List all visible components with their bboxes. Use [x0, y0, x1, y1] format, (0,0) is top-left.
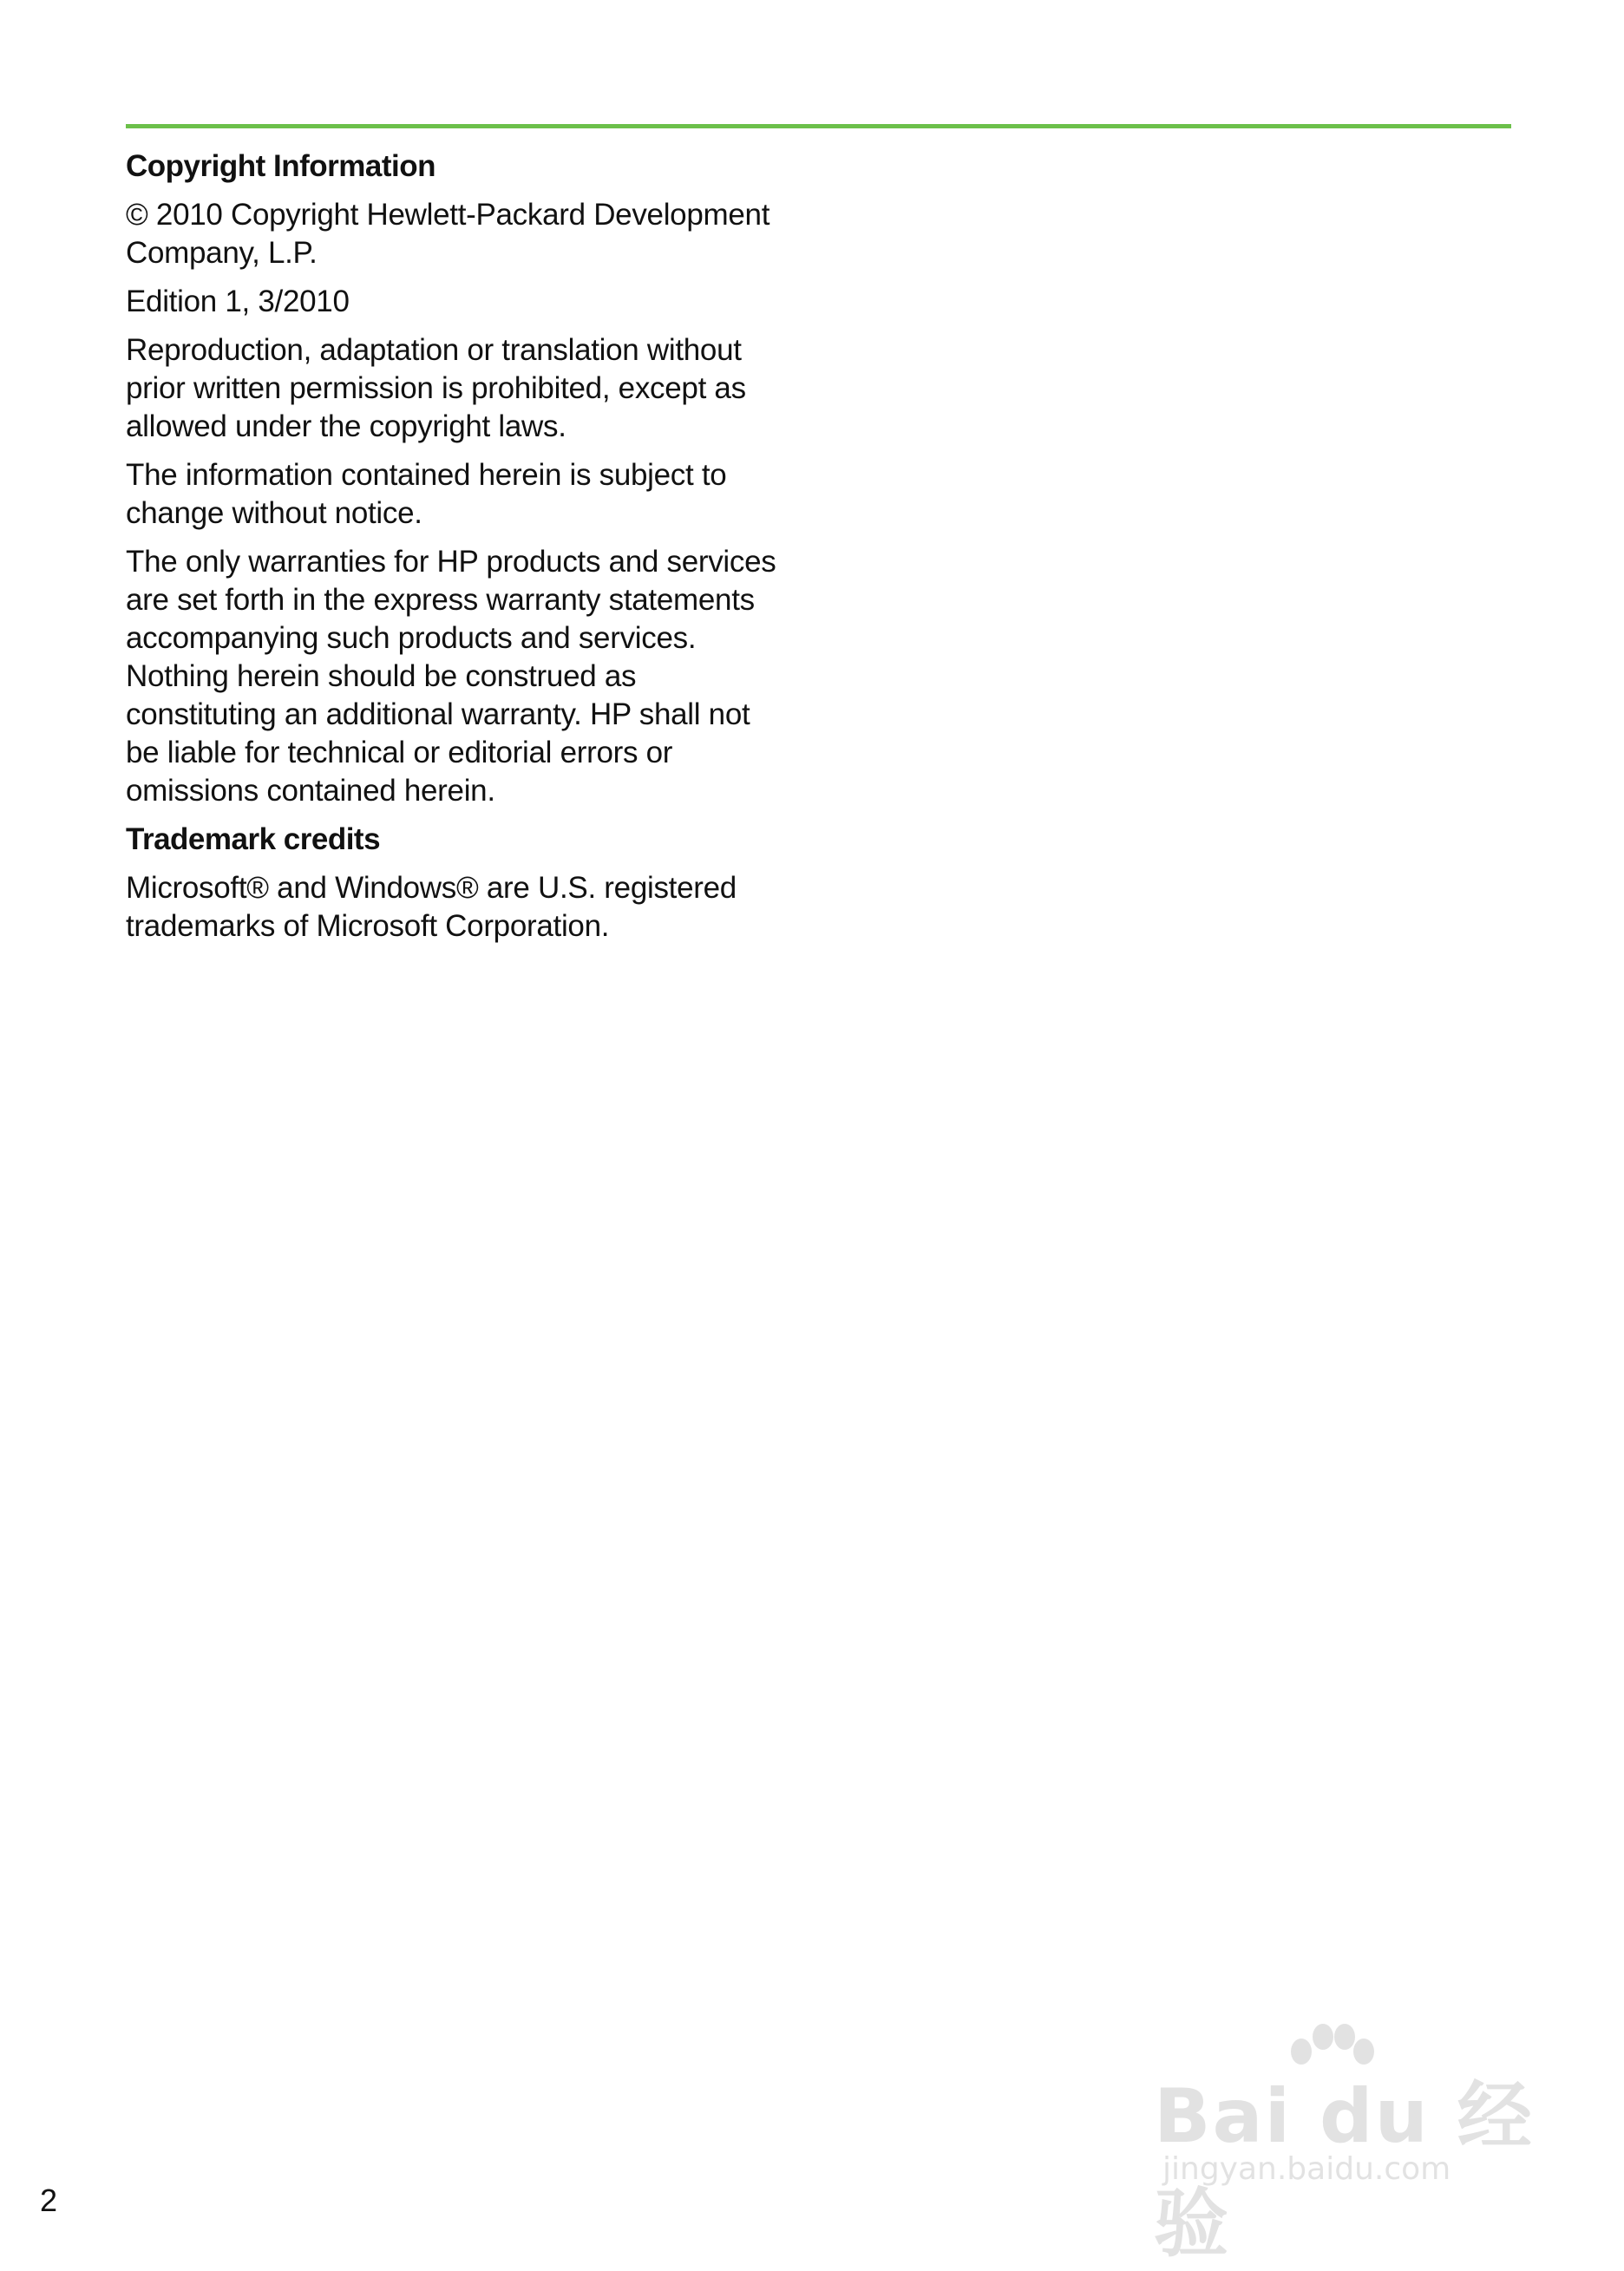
document-body — [126, 147, 785, 956]
edition-line: Edition 1, 3/2010 — [126, 285, 350, 318]
watermark-brand: Bai du 经验 — [1154, 2073, 1534, 2268]
section-heading: Copyright Information — [126, 149, 435, 183]
watermark-url: jingyan.baidu.com — [1162, 2151, 1451, 2187]
page-number: 2 — [40, 2183, 58, 2218]
section-copyright — [126, 147, 785, 810]
notice-paragraph: The information contained herein is subject to change without notice. — [126, 458, 727, 530]
header-rule — [126, 124, 1511, 128]
warranty-paragraph: The only warranties for HP products and services are set forth in the express warranty statements accompanying such products and services. Nothing herein should be construed as constituting an additional warranty. HP shall not be liable for technical or editorial errors or omissions contained herein. — [126, 545, 776, 808]
copyright-notice: © 2010 Copyright Hewlett-Packard Development Company, L.P. — [126, 198, 770, 270]
section-trademarks — [126, 821, 785, 946]
section-heading: Trademark credits — [126, 822, 381, 856]
trademark-paragraph: Microsoft® and Windows® are U.S. registered trademarks of Microsoft Corporation. — [126, 871, 737, 943]
baidu-watermark — [1154, 2021, 1544, 2268]
reproduction-paragraph: Reproduction, adaptation or translation without prior written permission is prohibited, except as allowed under the copyright laws. — [126, 333, 746, 443]
